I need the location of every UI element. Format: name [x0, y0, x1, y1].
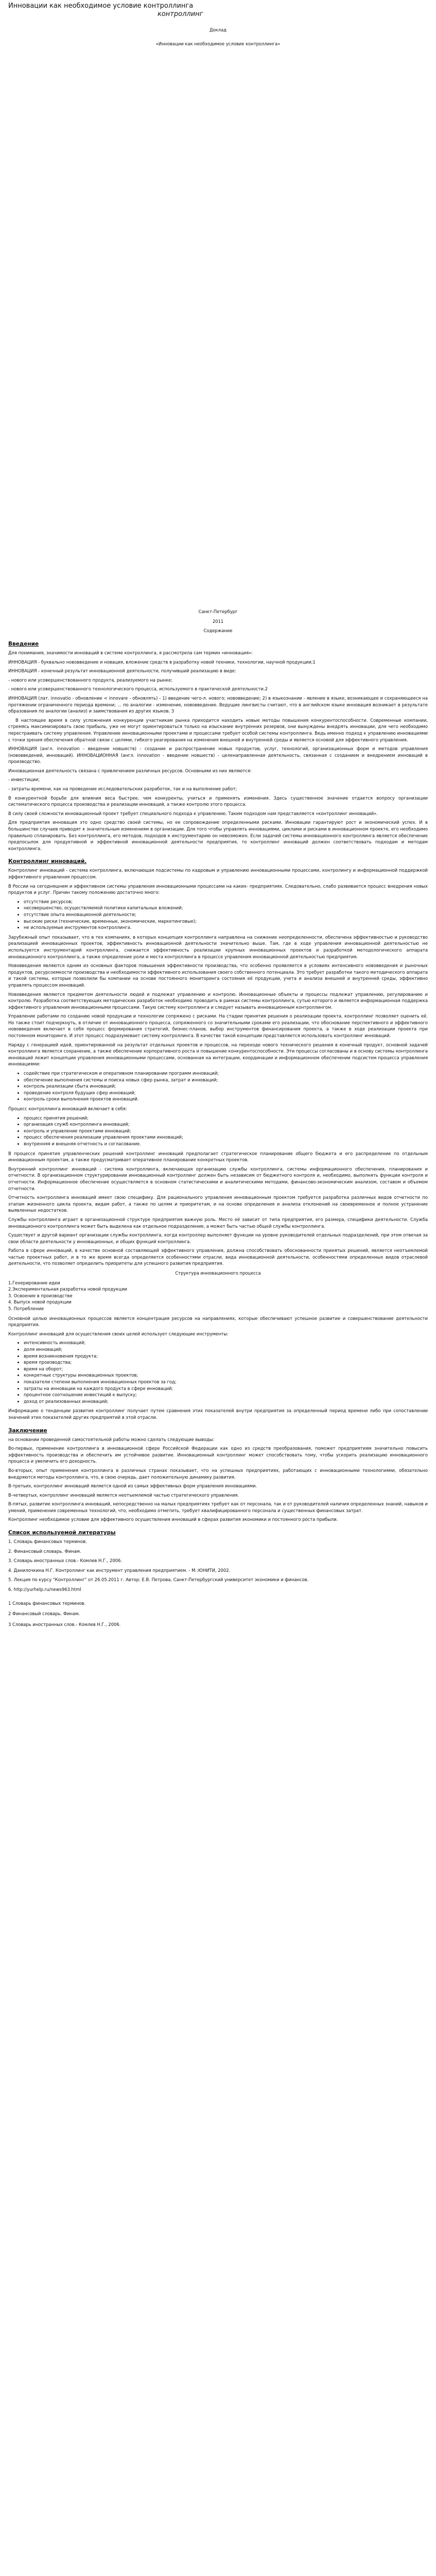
- controlling-section: [8, 858, 428, 1420]
- conclusion-paragraph: на основании проведенной самостоятельной работы можно сделать следующие выводы:: [8, 1436, 215, 1442]
- bibliography-link[interactable]: 6. http://yurhelp.ru/news963.html: [8, 1587, 81, 1592]
- controlling-paragraph: В России на сегодняшнем и эффективном системы управления инновационными процессами на каких- предприятиях. Следовательно, слабо развивается процесс внедрения новых продуктов и услуг. Причин такому положению достаточно много:: [8, 883, 428, 895]
- list-item: • контроль сроки выполнения проектов инноваций.: [24, 1096, 428, 1103]
- intro-section: [8, 640, 428, 852]
- controlling-paragraph: Нововведения являются одним из основных факторов повышения эффективности производства, что особенно проявляется в условиях интенсивного нововведения и рыночных продуктов, ресурсоемкости производства и необходимости эффективного использования своего собственного потенциала. Это требует разработки такого методического аппарата и такой системы, которые позволили бы компании на основе постоянного мониторинга состояния её продукции, учета и анализа внешней и внутренней среды, эффективно управлять процессом инноваций.: [8, 963, 428, 988]
- process-list: [8, 1115, 428, 1147]
- list-item: • доход от реализованных инноваций;: [24, 1398, 428, 1405]
- controlling-paragraph: В процессе принятия управленческих решений контроллинг инноваций предполагает стратегическое планирование общего бюджета и его распределение по отдельным инновационным проектам, а также предусматривает оперативное планирование конкретных проектов.: [8, 1150, 428, 1163]
- controlling-paragraph: Управление работами по созданию новой продукции и технологии сопряжено с рисками. На стадии принятия решения о реализации проекта, контроллинг позволяет оценить её. Но также стоит подчеркнуть, в отличие от инновационного процесса, сопряженного со значительными сроками его реализации, что обоснование перспективного и эффективного нововведения включает в себя процесс формирования стратегий, бизнес-планов, выбор инструментов финансирования проекта, а также в ходе реализации проекта при постоянном мониторинге. И этот процесс подразумевает систему контроллинга. В качестве такой концепции представляется использовать контроллинг инноваций.: [8, 1013, 428, 1039]
- list-item: • время производства;: [24, 1359, 428, 1366]
- list-item: • отсутствие ресурсов;: [24, 899, 428, 905]
- conclusion-paragraph: В-пятых, развитие контроллинга инноваций, непосредственно на малых предприятиях требует как от персонала, так и от руководителей наличия определенных знаний, навыков и умений, применения современных технологий, что, необходимо отметить, требует квалифицированного персонала и существенных финансовых затрат.: [8, 1501, 428, 1513]
- conclusion-paragraph: Во-вторых, опыт применения контроллинга в различных странах показывает, что на успешных предприятиях, работающих с инновационными технологиями, обязательно внедряются методы контроллинга, что, в свою очередь, дает положительную динамику развития.: [8, 1467, 428, 1480]
- intro-paragraph: ИННОВАЦИЯ - конечный результат инновационной деятельности, получивший реализацию в виде:: [8, 668, 236, 674]
- city: Санкт-Петербург: [198, 609, 238, 615]
- list-item: • контроль реализации сбыта инноваций;: [24, 1083, 428, 1090]
- doc-type: Доклад: [209, 27, 226, 32]
- list-item: • отсутствие опыта инновационной деятельности;: [24, 911, 428, 918]
- list-item: • процентное соотношение инвестиций к выпуску;: [24, 1392, 428, 1398]
- step-item: 5. Потребление: [8, 1306, 44, 1312]
- document-page: [0, 2, 436, 1628]
- conclusion-heading: Заключение: [8, 1427, 47, 1434]
- footnote: 2 Финансовый словарь. Финам.: [8, 1611, 80, 1617]
- intro-paragraph: - инвестиции;: [8, 777, 40, 783]
- intro-paragraph: Для предприятия инновация это одно средство своей системы, но ее сопровождение определенными рисками. Инновации гарантируют рост и экономический успех. И в большинстве случаев приводят к значительным изменениям в организации. Для того чтобы управлять инновациями, циклами и рисками в инновационном проекте, его необходимо правильно спланировать. Без контроллинга, его методов, подходов к инструментарию он невозможен. Если задачей системы инновационного контроллинга является обеспечение предпосылок для продуктивной и эффективной инновационной деятельности предприятия, то контроллинг инноваций должен соответствовать подходам и методам контроллинга.: [8, 820, 428, 851]
- list-item: • конкретные структуры инновационных проектов;: [24, 1372, 428, 1379]
- list-item: • интенсивность инноваций;: [24, 1340, 428, 1346]
- doc-subtitle: «Инновации как необходимое условие контроллинга»: [155, 41, 281, 46]
- controlling-paragraph: Зарубежный опыт показывает, что в тех компаниях, в которых концепция контроллинга направлена на снижение неопределенности, обеспечена эффективностью и руководство реализацией инновационных проектов, эффективность инновационной деятельности значительно выше. Там, где в ходе управления инновационной деятельностью не используется инструментарий контроллинга, снижается эффективность реализации крупных инновационных проектов и разработкой методологического аппарата инновационного контроллинга, а также определение роли и места контроллинга в процессе управления инновационной деятельностью предприятия.: [8, 934, 428, 959]
- list-item: • содействие при стратегическом и оперативном планировании программ инноваций;: [24, 1070, 428, 1077]
- list-item: • высокие риски (технические, временные, экономические, маркетинговые);: [24, 918, 428, 925]
- step-item: 2.Экспериментальная разработка новой продукции: [8, 1286, 127, 1292]
- structure-title: Структура инновационного процесса: [175, 1270, 261, 1276]
- list-item: • процесс обеспечения реализации управления проектами инноваций;: [24, 1134, 428, 1141]
- list-item: • время на оборот;: [24, 1366, 428, 1372]
- list-item: • внутренняя и внешняя отчетность и согласование.: [24, 1141, 428, 1147]
- footnote: 3 Словарь иностранных слов.- Комлев Н.Г., 2006.: [8, 1621, 121, 1627]
- list-item: • процесс принятия решений;: [24, 1115, 428, 1122]
- list-item: • затраты на инновации на каждого продукта в сфере инноваций;: [24, 1385, 428, 1392]
- intro-heading: Введение: [8, 640, 39, 647]
- step-item: 4. Выпуск новой продукции: [8, 1299, 72, 1305]
- subsystems-list: [8, 1070, 428, 1103]
- conclusion-paragraph: В-четвертых, контроллинг инноваций является неотъемлемой частью стратегического управления.: [8, 1492, 239, 1498]
- controlling-paragraph: Контроллинг инноваций - система контроллинга, включающая подсистемы по кадровым и управлению инновационными процессами, контролингу и информационной поддержкой эффективного управления процессом.: [8, 868, 428, 879]
- bibliography-section: [8, 1529, 428, 1593]
- bibliography-item: 4. Данилочкина Н.Г. Контроллинг как инструмент управления предприятием. - М.:ЮНИТИ, 2002.: [8, 1567, 231, 1573]
- bibliography-item: 1. Словарь финансовых терминов.: [8, 1539, 87, 1545]
- list-item: • несовершенство, осуществляемой политики капитальных вложений;: [24, 905, 428, 911]
- list-item: • доля инноваций;: [24, 1346, 428, 1353]
- bibliography-item: 3. Словарь иностранных слов.- Комлев Н.Г., 2006.: [8, 1558, 123, 1564]
- step-item: 1.Генерирование идеи: [8, 1280, 60, 1285]
- controlling-paragraph: Нововведения являются предметом деятельности людей и подлежат управлению и контролю. Инновационные объекты и процессы подлежат управлению, регулированию и контролю. Разработка соответствующих методических разработок необходимо проводить в рамках системы контроллинга, сутью которого и является информационная поддержка эффективного управления инновационными процессами. Такую систему контроллинга и следует называть инновационным контроллингом.: [8, 991, 428, 1010]
- bibliography-list: [8, 1538, 428, 1593]
- conclusion-paragraph: В-третьих, контроллинг инноваций является одной из самых эффективных форм управления инновациями.: [8, 1483, 257, 1489]
- intro-paragraph: В силу своей сложности инновационный проект требует специального подхода к управлению. Таким подходом нам представляется «контроллинг инноваций».: [8, 810, 378, 816]
- intro-paragraph: ИННОВАЦИЯ (англ. innovation - введение новшеств) - создание и распространение новых продуктов, услуг, технологий, организационных форм и методов управления (нововведений, инноваций). ИННОВАЦИОННАЯ (англ. innovation - введение новшеств) - целенаправленная деятельность, связанная с созданием и внедрением инноваций в производство.: [8, 746, 428, 765]
- list-item: • проведение контроля будущих сфер инноваций;: [24, 1090, 428, 1096]
- intro-paragraph: ИННОВАЦИЯ - буквально нововведение и новация, вложение средств в разработку новой техники, технологии, научной продукции;1: [8, 659, 316, 665]
- intro-paragraph: - затраты времени, как на проведение исследовательских разработок, так и на выполнение работ;: [8, 786, 237, 792]
- list-item: • не используемые инструментов контроллинга.: [24, 924, 428, 931]
- controlling-paragraph: Контроллинг инноваций для осуществления своих целей использует следующие инструменты:: [8, 1331, 229, 1336]
- doc-title-line1: Инновации как необходимое условие контроллинга: [8, 2, 194, 10]
- list-item: • организация служб контроллинга инноваций;: [24, 1121, 428, 1128]
- innovation-steps-list: [8, 1280, 428, 1312]
- contents-heading: Содержание: [203, 628, 233, 634]
- controlling-heading: Контроллинг инноваций.: [8, 858, 87, 865]
- controlling-paragraph: Существует и другой вариант организации службы контроллинга, когда контроллер выполняет функции на уровне руководителей отдельных подразделений, при этом отвечая за свои области деятельности у инновационных, и общих функций контроллинга.: [8, 1232, 428, 1244]
- title-page-spacer: [8, 47, 428, 608]
- intro-paragraph: Инновационная деятельность связана с привлечением различных ресурсов. Основными из них являются:: [8, 768, 252, 773]
- controlling-paragraph: Наряду с генерацией идей, ориентированной на результат отдельных проектов и процессов, на переходе нового технического решения в конечный продукт, основной задачей контроллинга является сохранение, а также обеспечение корпоративного роста и повышение конкурентоспособности. Эти процессы согласованы и в основу системы контроллинга инноваций лежит концепции управления инновационными процессами, основанная на интеграции, координации и информационном обеспечении подсистем процесса управления инновациями:: [8, 1042, 428, 1067]
- bibliography-item: 5. Лекция по курсу "Контроллинг" от 26.05.2011 г. Автор: Е.В. Петрова, Санкт-Петербургский университет экономики и финансов.: [8, 1577, 309, 1583]
- list-item: • контроль и управление проектами инноваций;: [24, 1128, 428, 1134]
- intro-paragraph: - нового или усовершенствованного технологического процесса, используемого в практической деятельности.2: [8, 686, 268, 692]
- step-item: 3. Освоение в производстве: [8, 1293, 73, 1298]
- list-item: • время возникновения продукта;: [24, 1353, 428, 1360]
- instruments-list: [8, 1340, 428, 1404]
- footnote: 1 Словарь финансовых терминов.: [8, 1600, 86, 1606]
- controlling-paragraph: Внутренний контроллинг инноваций - система контроллинга, включающая организацию службы контроллинга, системы информационного обеспечения, планирования и отчетности. В организационном структурировании инновационный контроллинг должен быть независим от бюджетного контроля и, необходимо, выполнять функции контроля и отчетности. Информационное обеспечение осуществляется в основном статистическими и аналитическими методами, финансово-экономическим анализом, составом и объемом отчетности.: [8, 1166, 428, 1191]
- intro-paragraph: В настоящее время в силу усложнения конкуренции участникам рынка приходится находить новые методы повышения конкурентоспособности. Современные компании, стремясь максимизировать свою прибыль, уже не могут ориентироваться только на изыскание внутренних резервов, они вынуждены внедрять инновации, для чего необходимо перестраивать систему управления. Управление инновационными проектами и процессами требует особой системы контроллинга. Ведь именно подход к управлению инновациями с точки зрения обеспечения обратной связи с целями, гибкого реагирования на изменения внешней и внутренней среды и является основой для эффективного управления.: [8, 717, 428, 742]
- doc-title: [8, 2, 428, 19]
- bibliography-heading: Список используемой литературы: [8, 1530, 116, 1536]
- conclusion-paragraph: Контроллинг необходимое условие для эффективного осуществления инноваций в сферах развития экономики и постоянного роста прибыли.: [8, 1517, 338, 1522]
- controlling-paragraph: Отчетность контроллинга инноваций имеет свою специфику. Для рационального управления инновационным проектом требуется разработка различных видов отчетности по этапам жизненного цикла проекта, видам работ, а также по целям и приоритетам, и на основе определения и анализа отклонений на своевременное и полное устранение выявленных недостатков.: [8, 1195, 428, 1213]
- controlling-paragraph: Информацию о тенденции развития контроллинг получает путем сравнения этих показателей внутри предприятия за определенный период времени либо при сопоставлении значений этих показателей других предприятий в этой отрасли.: [8, 1408, 428, 1420]
- list-item: • обеспечение выполнения системы и поиска новых сфер рынка, затрат и инноваций;: [24, 1077, 428, 1083]
- intro-paragraph: В конкурентной борьбе для влияния веса быстрее, чем конкуренты, учиться и применять изменения. Здесь существенное значение отдается вопросу организации систематического процесса производства и реализации инноваций, а также контролю этого процесса.: [8, 795, 428, 807]
- intro-paragraph: Для понимания, значимости инноваций в системе контроллинга, я рассмотрела сам термин «инновация»:: [8, 650, 253, 655]
- year: 2011: [212, 618, 224, 624]
- intro-paragraph: ИННОВАЦИЯ (лат. innovatio - обновление < innovare - обновлять) - 1) введение чего-л. нового; нововведение; 2) в языкознании - явление в языке, возникающее и сохраняющееся на протяжении ограниченного периода времени; ... по аналогии - изменение, нововведение. Ведущие лингвисты считают, что в английском языке инновация возникает в результате образования по аналогии (анализ) и заимствования из других языков. 3: [8, 695, 428, 714]
- conclusion-section: [8, 1427, 428, 1523]
- controlling-paragraph: Службы контроллинга играет в организационной структуре предприятия важную роль. Место её зависит от типа предприятия, его размера, специфики деятельности. Служба инновационного контроллинга может быть выделена как отдельное подразделение, а может быть частью общей службы контроллинга.: [8, 1216, 428, 1229]
- intro-paragraph: - нового или усовершенствованного продукта, реализуемого на рынке;: [8, 677, 173, 683]
- list-item: • показатели степени выполнения инновационных проектов за год;: [24, 1379, 428, 1385]
- conclusion-paragraph: Во-первых, применение контроллинга в инновационной сфере Российской Федерации как одно из средств преобразования, поможет предприятиям значительно повысить эффективность производства и обеспечить им устойчивое развитие. Инновационный контроллинг может способствовать тому, чтобы ускорить реализацию инновационного процесса и увеличить его доходность.: [8, 1446, 428, 1464]
- controlling-paragraph: Работа в сфере инноваций, в качестве основной составляющей эффективного управления, должна способствовать обоснованности принятых решений, является неотъемлемой частью проектных работ, и в то же время всегда определяется особенностями отрасли, вида инновационной деятельности, особенностями определенных видов отраслевой деятельности, что позволяет определить приоритеты для успешного развития предприятия.: [8, 1248, 428, 1266]
- controlling-paragraph: Процесс контроллинга инноваций включает в себя:: [8, 1106, 127, 1111]
- reasons-list: [8, 899, 428, 931]
- footnotes-section: [8, 1600, 428, 1628]
- controlling-paragraph: Основной целью инновационных процессов является концентрация ресурсов на направлениях, которые обеспечивают успешное развитие и совершенствование деятельности предприятия.: [8, 1315, 428, 1328]
- doc-title-line2: контроллинг: [158, 10, 203, 18]
- bibliography-item: 2. Финансовый словарь. Финам.: [8, 1548, 81, 1554]
